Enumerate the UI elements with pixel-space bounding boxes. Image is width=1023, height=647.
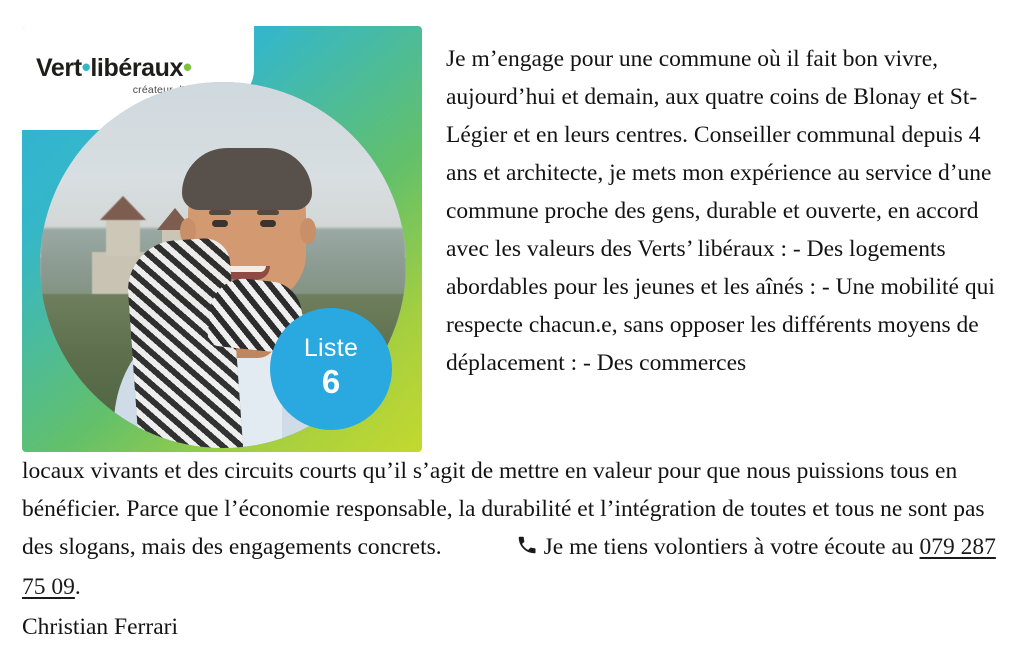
statement-paragraph-right: Je m’engage pour une commune où il fait bon vivre, aujourd’hui et demain, aux quatre coins de Blonay et St-Légier et en leurs centres. Conseiller communal depuis 4 ans et architecte, je mets mon expérience au service d’une commune proche des gens, durable et ouverte, en accord avec les valeurs des Verts’ libéraux : - Des logements abordables pour les jeunes et les aînés : - Une mobilité qui respecte chacun.e, sans opposer les différents moyens de déplacement : - Des commerces bbox=[446, 46, 995, 376]
candidate-signature: Christian Ferrari bbox=[22, 614, 178, 640]
telephone-icon bbox=[516, 530, 538, 568]
list-badge-label: Liste bbox=[303, 333, 359, 362]
phone-number-link[interactable]: 079 287 75 09 bbox=[22, 534, 996, 600]
phone-sentence-text: Je me tiens volontiers à votre écoute au bbox=[543, 534, 920, 560]
person-ear-right bbox=[300, 218, 316, 244]
candidate-photo-card bbox=[22, 26, 422, 452]
list-number-badge bbox=[270, 308, 392, 430]
brand-wordmark bbox=[36, 54, 236, 81]
person-eye-right bbox=[260, 220, 276, 227]
brand-word-liberaux: libéraux bbox=[90, 54, 184, 82]
person-hair bbox=[182, 148, 312, 210]
statement-continuation-text: locaux vivants et des circuits courts qu’il s’agit de mettre en valeur pour que nous puissions tous en bénéficier. Parce que l’économie responsable, la durabilité et l’intégration de toutes et tous ne sont pas des slogans, mais des engagements concrets. bbox=[22, 458, 985, 560]
brand-dot-teal-icon: • bbox=[81, 52, 91, 82]
person-eye-left bbox=[212, 220, 228, 227]
brand-dot-green-icon: • bbox=[183, 52, 192, 82]
list-badge-number: 6 bbox=[321, 362, 341, 400]
phone-sentence-end: . bbox=[74, 574, 81, 600]
person-eyebrow-left bbox=[209, 210, 231, 215]
statement-paragraph-bottom bbox=[22, 452, 998, 646]
brand-word-vert: Vert bbox=[36, 54, 82, 82]
person-eyebrow-right bbox=[257, 210, 279, 215]
